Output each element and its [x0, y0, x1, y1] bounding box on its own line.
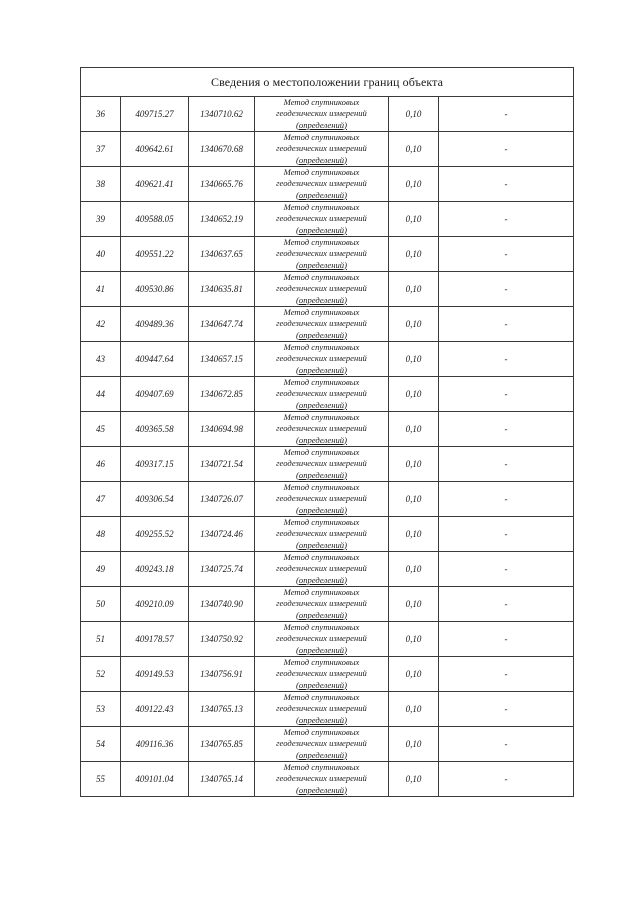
measurement-method	[255, 272, 389, 307]
point-number: 51	[81, 622, 121, 657]
method-line-3: (определений)	[296, 259, 347, 270]
coordinate-y: 1340740.90	[189, 587, 255, 622]
coordinate-x: 409447.64	[121, 342, 189, 377]
method-line-3: (определений)	[296, 609, 347, 620]
note-value: -	[439, 692, 574, 727]
method-line-3: (определений)	[296, 679, 347, 690]
accuracy-value: 0,10	[389, 657, 439, 692]
method-line-1: Метод спутниковых	[283, 622, 360, 633]
point-number: 45	[81, 412, 121, 447]
note-value: -	[439, 482, 574, 517]
method-line-2: геодезических измерений	[276, 773, 367, 784]
measurement-method	[255, 447, 389, 482]
measurement-method	[255, 587, 389, 622]
note-value: -	[439, 412, 574, 447]
coordinate-x: 409715.27	[121, 97, 189, 132]
coordinate-y: 1340726.07	[189, 482, 255, 517]
method-line-2: геодезических измерений	[276, 388, 367, 399]
accuracy-value: 0,10	[389, 272, 439, 307]
method-line-2: геодезических измерений	[276, 353, 367, 364]
accuracy-value: 0,10	[389, 377, 439, 412]
method-line-3: (определений)	[296, 119, 347, 130]
measurement-method	[255, 377, 389, 412]
measurement-method	[255, 517, 389, 552]
note-value: -	[439, 517, 574, 552]
point-number: 40	[81, 237, 121, 272]
coordinate-x: 409149.53	[121, 657, 189, 692]
method-line-3: (определений)	[296, 784, 347, 795]
document-sheet	[80, 67, 573, 797]
point-number: 41	[81, 272, 121, 307]
accuracy-value: 0,10	[389, 202, 439, 237]
method-line-1: Метод спутниковых	[283, 272, 360, 283]
table-title-row	[81, 68, 574, 97]
note-value: -	[439, 657, 574, 692]
coordinate-y: 1340750.92	[189, 622, 255, 657]
coordinate-y: 1340665.76	[189, 167, 255, 202]
accuracy-value: 0,10	[389, 762, 439, 797]
method-line-3: (определений)	[296, 714, 347, 725]
accuracy-value: 0,10	[389, 622, 439, 657]
method-line-2: геодезических измерений	[276, 108, 367, 119]
method-line-3: (определений)	[296, 224, 347, 235]
method-line-2: геодезических измерений	[276, 633, 367, 644]
table-title: Сведения о местоположении границ объекта	[81, 68, 574, 97]
coordinate-y: 1340652.19	[189, 202, 255, 237]
note-value: -	[439, 97, 574, 132]
method-line-3: (определений)	[296, 504, 347, 515]
point-number: 36	[81, 97, 121, 132]
table-row	[81, 447, 574, 482]
coordinate-x: 409407.69	[121, 377, 189, 412]
measurement-method	[255, 482, 389, 517]
accuracy-value: 0,10	[389, 517, 439, 552]
note-value: -	[439, 132, 574, 167]
method-line-3: (определений)	[296, 329, 347, 340]
point-number: 54	[81, 727, 121, 762]
method-line-3: (определений)	[296, 539, 347, 550]
table-row	[81, 727, 574, 762]
measurement-method	[255, 342, 389, 377]
coordinate-y: 1340765.85	[189, 727, 255, 762]
coordinate-x: 409101.04	[121, 762, 189, 797]
point-number: 39	[81, 202, 121, 237]
point-number: 55	[81, 762, 121, 797]
method-line-1: Метод спутниковых	[283, 447, 360, 458]
boundary-coordinates-table	[80, 67, 574, 797]
measurement-method	[255, 412, 389, 447]
coordinate-y: 1340637.65	[189, 237, 255, 272]
note-value: -	[439, 167, 574, 202]
method-line-2: геодезических измерений	[276, 703, 367, 714]
method-line-3: (определений)	[296, 749, 347, 760]
note-value: -	[439, 447, 574, 482]
accuracy-value: 0,10	[389, 237, 439, 272]
measurement-method	[255, 552, 389, 587]
table-row	[81, 692, 574, 727]
method-line-1: Метод спутниковых	[283, 552, 360, 563]
method-line-1: Метод спутниковых	[283, 587, 360, 598]
table-row	[81, 482, 574, 517]
method-line-1: Метод спутниковых	[283, 412, 360, 423]
table-row	[81, 377, 574, 412]
method-line-2: геодезических измерений	[276, 598, 367, 609]
note-value: -	[439, 762, 574, 797]
note-value: -	[439, 587, 574, 622]
coordinate-y: 1340756.91	[189, 657, 255, 692]
coordinate-y: 1340694.98	[189, 412, 255, 447]
method-line-2: геодезических измерений	[276, 493, 367, 504]
point-number: 38	[81, 167, 121, 202]
coordinate-y: 1340721.54	[189, 447, 255, 482]
coordinate-x: 409621.41	[121, 167, 189, 202]
measurement-method	[255, 692, 389, 727]
coordinate-x: 409530.86	[121, 272, 189, 307]
note-value: -	[439, 272, 574, 307]
coordinate-x: 409178.57	[121, 622, 189, 657]
method-line-3: (определений)	[296, 469, 347, 480]
point-number: 42	[81, 307, 121, 342]
coordinate-x: 409551.22	[121, 237, 189, 272]
method-line-2: геодезических измерений	[276, 738, 367, 749]
method-line-1: Метод спутниковых	[283, 132, 360, 143]
method-line-3: (определений)	[296, 189, 347, 200]
method-line-2: геодезических измерений	[276, 318, 367, 329]
method-line-1: Метод спутниковых	[283, 762, 360, 773]
method-line-1: Метод спутниковых	[283, 342, 360, 353]
accuracy-value: 0,10	[389, 342, 439, 377]
measurement-method	[255, 202, 389, 237]
coordinate-y: 1340657.15	[189, 342, 255, 377]
measurement-method	[255, 657, 389, 692]
table-row	[81, 552, 574, 587]
accuracy-value: 0,10	[389, 587, 439, 622]
note-value: -	[439, 202, 574, 237]
coordinate-x: 409588.05	[121, 202, 189, 237]
point-number: 53	[81, 692, 121, 727]
accuracy-value: 0,10	[389, 482, 439, 517]
point-number: 48	[81, 517, 121, 552]
point-number: 44	[81, 377, 121, 412]
coordinate-x: 409255.52	[121, 517, 189, 552]
accuracy-value: 0,10	[389, 552, 439, 587]
note-value: -	[439, 622, 574, 657]
accuracy-value: 0,10	[389, 692, 439, 727]
table-row	[81, 272, 574, 307]
method-line-1: Метод спутниковых	[283, 307, 360, 318]
method-line-3: (определений)	[296, 434, 347, 445]
coordinate-x: 409210.09	[121, 587, 189, 622]
method-line-2: геодезических измерений	[276, 143, 367, 154]
table-row	[81, 132, 574, 167]
point-number: 37	[81, 132, 121, 167]
coordinate-x: 409243.18	[121, 552, 189, 587]
method-line-3: (определений)	[296, 574, 347, 585]
coordinate-y: 1340765.14	[189, 762, 255, 797]
method-line-1: Метод спутниковых	[283, 237, 360, 248]
method-line-2: геодезических измерений	[276, 178, 367, 189]
coordinate-y: 1340725.74	[189, 552, 255, 587]
coordinate-x: 409122.43	[121, 692, 189, 727]
coordinate-x: 409317.15	[121, 447, 189, 482]
coordinate-y: 1340635.81	[189, 272, 255, 307]
note-value: -	[439, 237, 574, 272]
point-number: 49	[81, 552, 121, 587]
method-line-1: Метод спутниковых	[283, 692, 360, 703]
table-row	[81, 517, 574, 552]
coordinate-y: 1340724.46	[189, 517, 255, 552]
accuracy-value: 0,10	[389, 167, 439, 202]
measurement-method	[255, 307, 389, 342]
accuracy-value: 0,10	[389, 727, 439, 762]
coordinate-y: 1340672.85	[189, 377, 255, 412]
note-value: -	[439, 342, 574, 377]
coordinate-y: 1340647.74	[189, 307, 255, 342]
method-line-3: (определений)	[296, 364, 347, 375]
method-line-1: Метод спутниковых	[283, 377, 360, 388]
measurement-method	[255, 167, 389, 202]
coordinate-x: 409365.58	[121, 412, 189, 447]
method-line-3: (определений)	[296, 154, 347, 165]
measurement-method	[255, 132, 389, 167]
coordinate-x: 409116.36	[121, 727, 189, 762]
method-line-3: (определений)	[296, 399, 347, 410]
accuracy-value: 0,10	[389, 97, 439, 132]
table-row	[81, 307, 574, 342]
table-body	[81, 68, 574, 797]
method-line-1: Метод спутниковых	[283, 517, 360, 528]
measurement-method	[255, 97, 389, 132]
method-line-2: геодезических измерений	[276, 458, 367, 469]
method-line-1: Метод спутниковых	[283, 167, 360, 178]
method-line-1: Метод спутниковых	[283, 657, 360, 668]
method-line-2: геодезических измерений	[276, 213, 367, 224]
table-row	[81, 167, 574, 202]
method-line-3: (определений)	[296, 644, 347, 655]
method-line-1: Метод спутниковых	[283, 97, 360, 108]
method-line-3: (определений)	[296, 294, 347, 305]
table-row	[81, 587, 574, 622]
measurement-method	[255, 622, 389, 657]
point-number: 47	[81, 482, 121, 517]
method-line-2: геодезических измерений	[276, 283, 367, 294]
method-line-1: Метод спутниковых	[283, 482, 360, 493]
table-row	[81, 202, 574, 237]
method-line-2: геодезических измерений	[276, 248, 367, 259]
table-row	[81, 412, 574, 447]
coordinate-x: 409642.61	[121, 132, 189, 167]
table-row	[81, 342, 574, 377]
coordinate-y: 1340765.13	[189, 692, 255, 727]
accuracy-value: 0,10	[389, 132, 439, 167]
table-row	[81, 97, 574, 132]
coordinate-y: 1340710.62	[189, 97, 255, 132]
table-row	[81, 237, 574, 272]
note-value: -	[439, 727, 574, 762]
coordinate-y: 1340670.68	[189, 132, 255, 167]
measurement-method	[255, 727, 389, 762]
method-line-2: геодезических измерений	[276, 528, 367, 539]
point-number: 46	[81, 447, 121, 482]
table-row	[81, 762, 574, 797]
point-number: 50	[81, 587, 121, 622]
measurement-method	[255, 237, 389, 272]
accuracy-value: 0,10	[389, 447, 439, 482]
method-line-1: Метод спутниковых	[283, 727, 360, 738]
coordinate-x: 409489.36	[121, 307, 189, 342]
note-value: -	[439, 377, 574, 412]
measurement-method	[255, 762, 389, 797]
method-line-2: геодезических измерений	[276, 668, 367, 679]
point-number: 43	[81, 342, 121, 377]
method-line-2: геодезических измерений	[276, 423, 367, 434]
method-line-2: геодезических измерений	[276, 563, 367, 574]
note-value: -	[439, 552, 574, 587]
accuracy-value: 0,10	[389, 412, 439, 447]
coordinate-x: 409306.54	[121, 482, 189, 517]
table-row	[81, 622, 574, 657]
accuracy-value: 0,10	[389, 307, 439, 342]
method-line-1: Метод спутниковых	[283, 202, 360, 213]
point-number: 52	[81, 657, 121, 692]
note-value: -	[439, 307, 574, 342]
table-row	[81, 657, 574, 692]
